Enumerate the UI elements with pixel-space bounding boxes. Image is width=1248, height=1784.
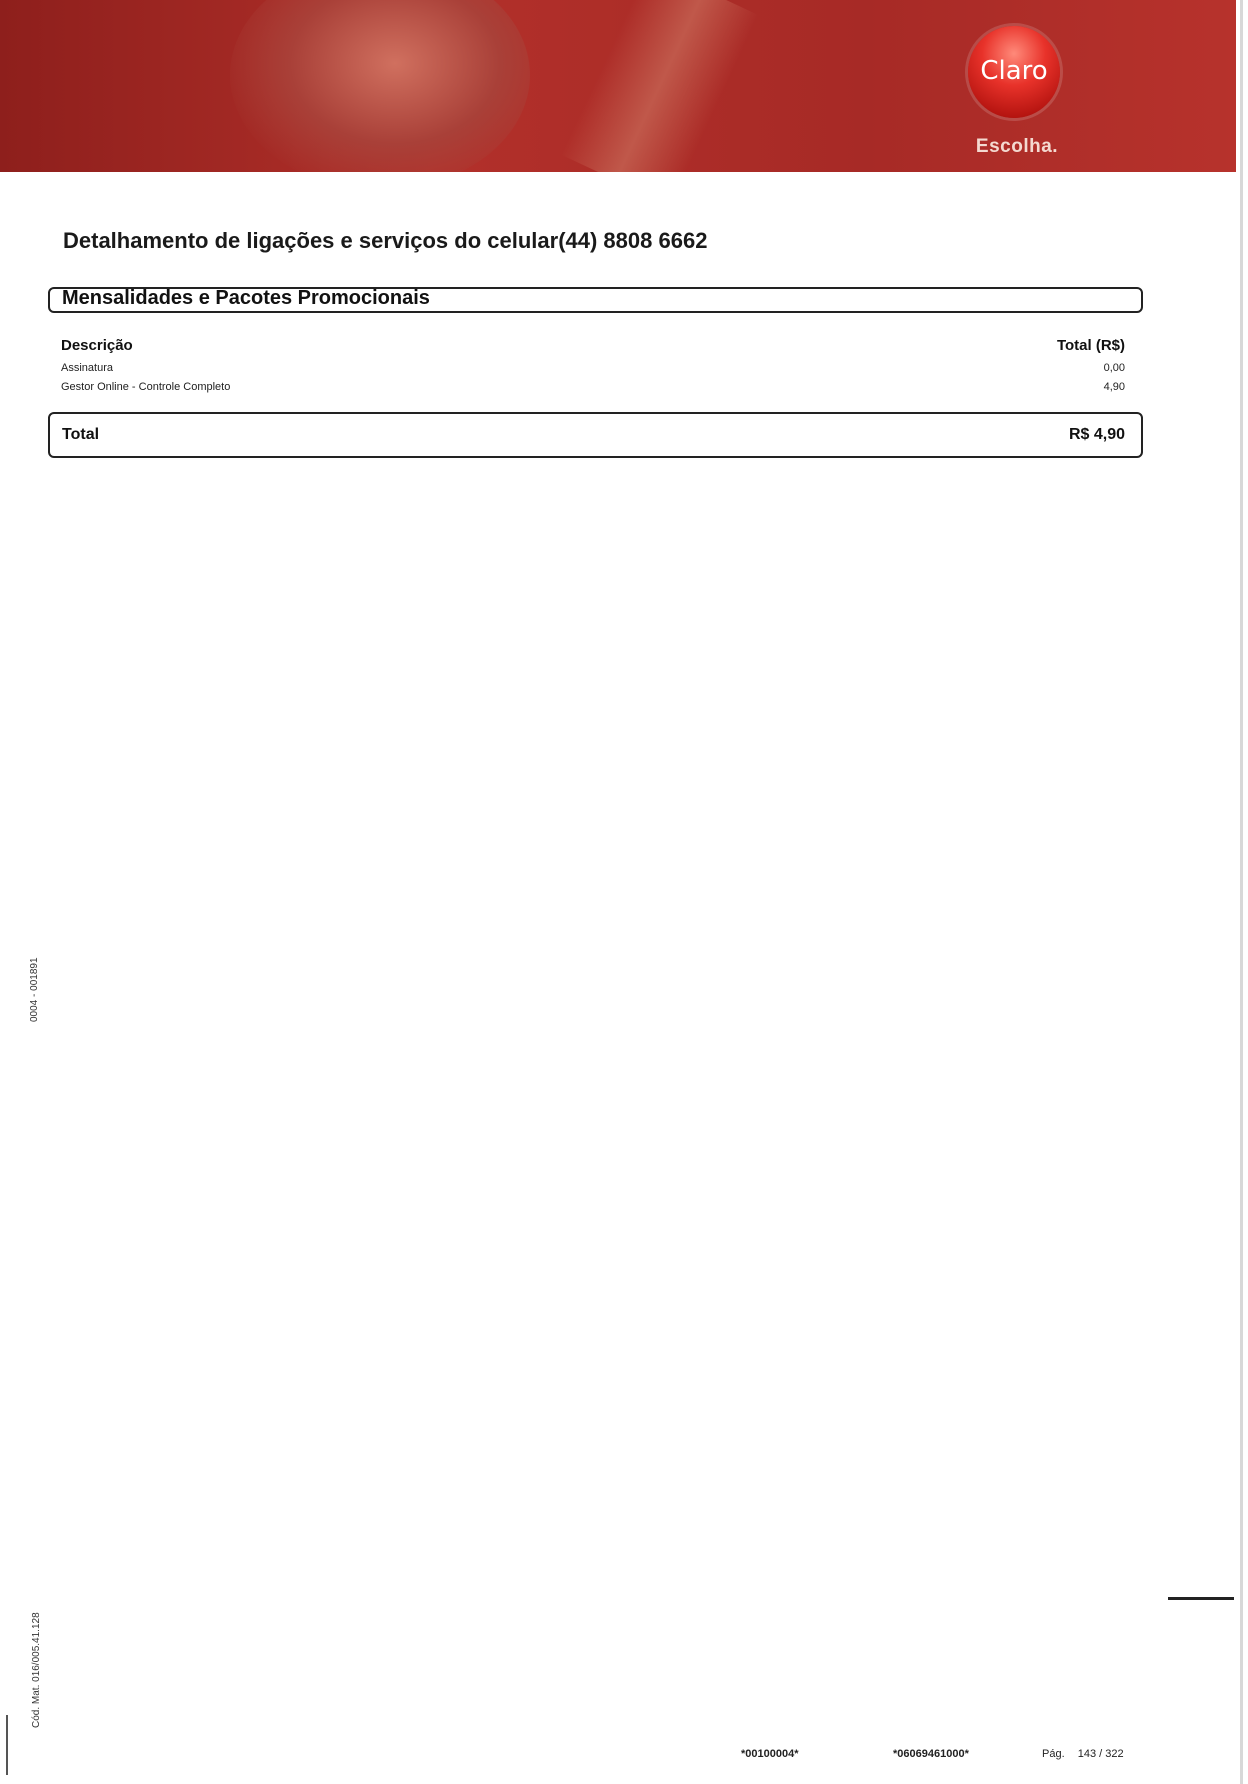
claro-logo: [968, 26, 1060, 118]
column-header-description: Descrição: [61, 337, 133, 354]
footer-code-1: *00100004*: [741, 1748, 799, 1760]
page-number: [1042, 1748, 1124, 1760]
row-description: Assinatura: [61, 362, 113, 374]
column-header-total: Total (R$): [1056, 337, 1125, 354]
total-label: Total: [62, 426, 100, 443]
footer-code-2: *06069461000*: [893, 1748, 969, 1760]
side-code-bottom: Cód. Mat. 016/005.41.128: [31, 1612, 42, 1728]
row-value: 4,90: [1103, 381, 1125, 393]
header-banner: [0, 0, 1236, 172]
logo-text: Claro: [980, 56, 1048, 86]
section-header: [48, 287, 1143, 313]
side-mark: [6, 1715, 8, 1775]
banner-photo-arm: [561, 0, 759, 172]
page-title: Detalhamento de ligações e serviços do celular(44) 8808 6662: [63, 228, 708, 253]
banner-photo: [230, 0, 530, 172]
page-edge-rule: [1240, 0, 1243, 1784]
row-description: Gestor Online - Controle Completo: [61, 381, 231, 393]
tagline: Escolha.: [975, 136, 1059, 157]
section-title: Mensalidades e Pacotes Promocionais: [62, 287, 430, 309]
total-value: R$ 4,90: [1068, 426, 1125, 443]
page-label: Pág.: [1042, 1748, 1065, 1760]
page-value: 143 / 322: [1077, 1748, 1124, 1760]
fold-mark: [1168, 1597, 1234, 1600]
row-value: 0,00: [1103, 362, 1125, 374]
total-box: [48, 412, 1143, 458]
side-code-top: 0004 - 001891: [29, 957, 40, 1022]
